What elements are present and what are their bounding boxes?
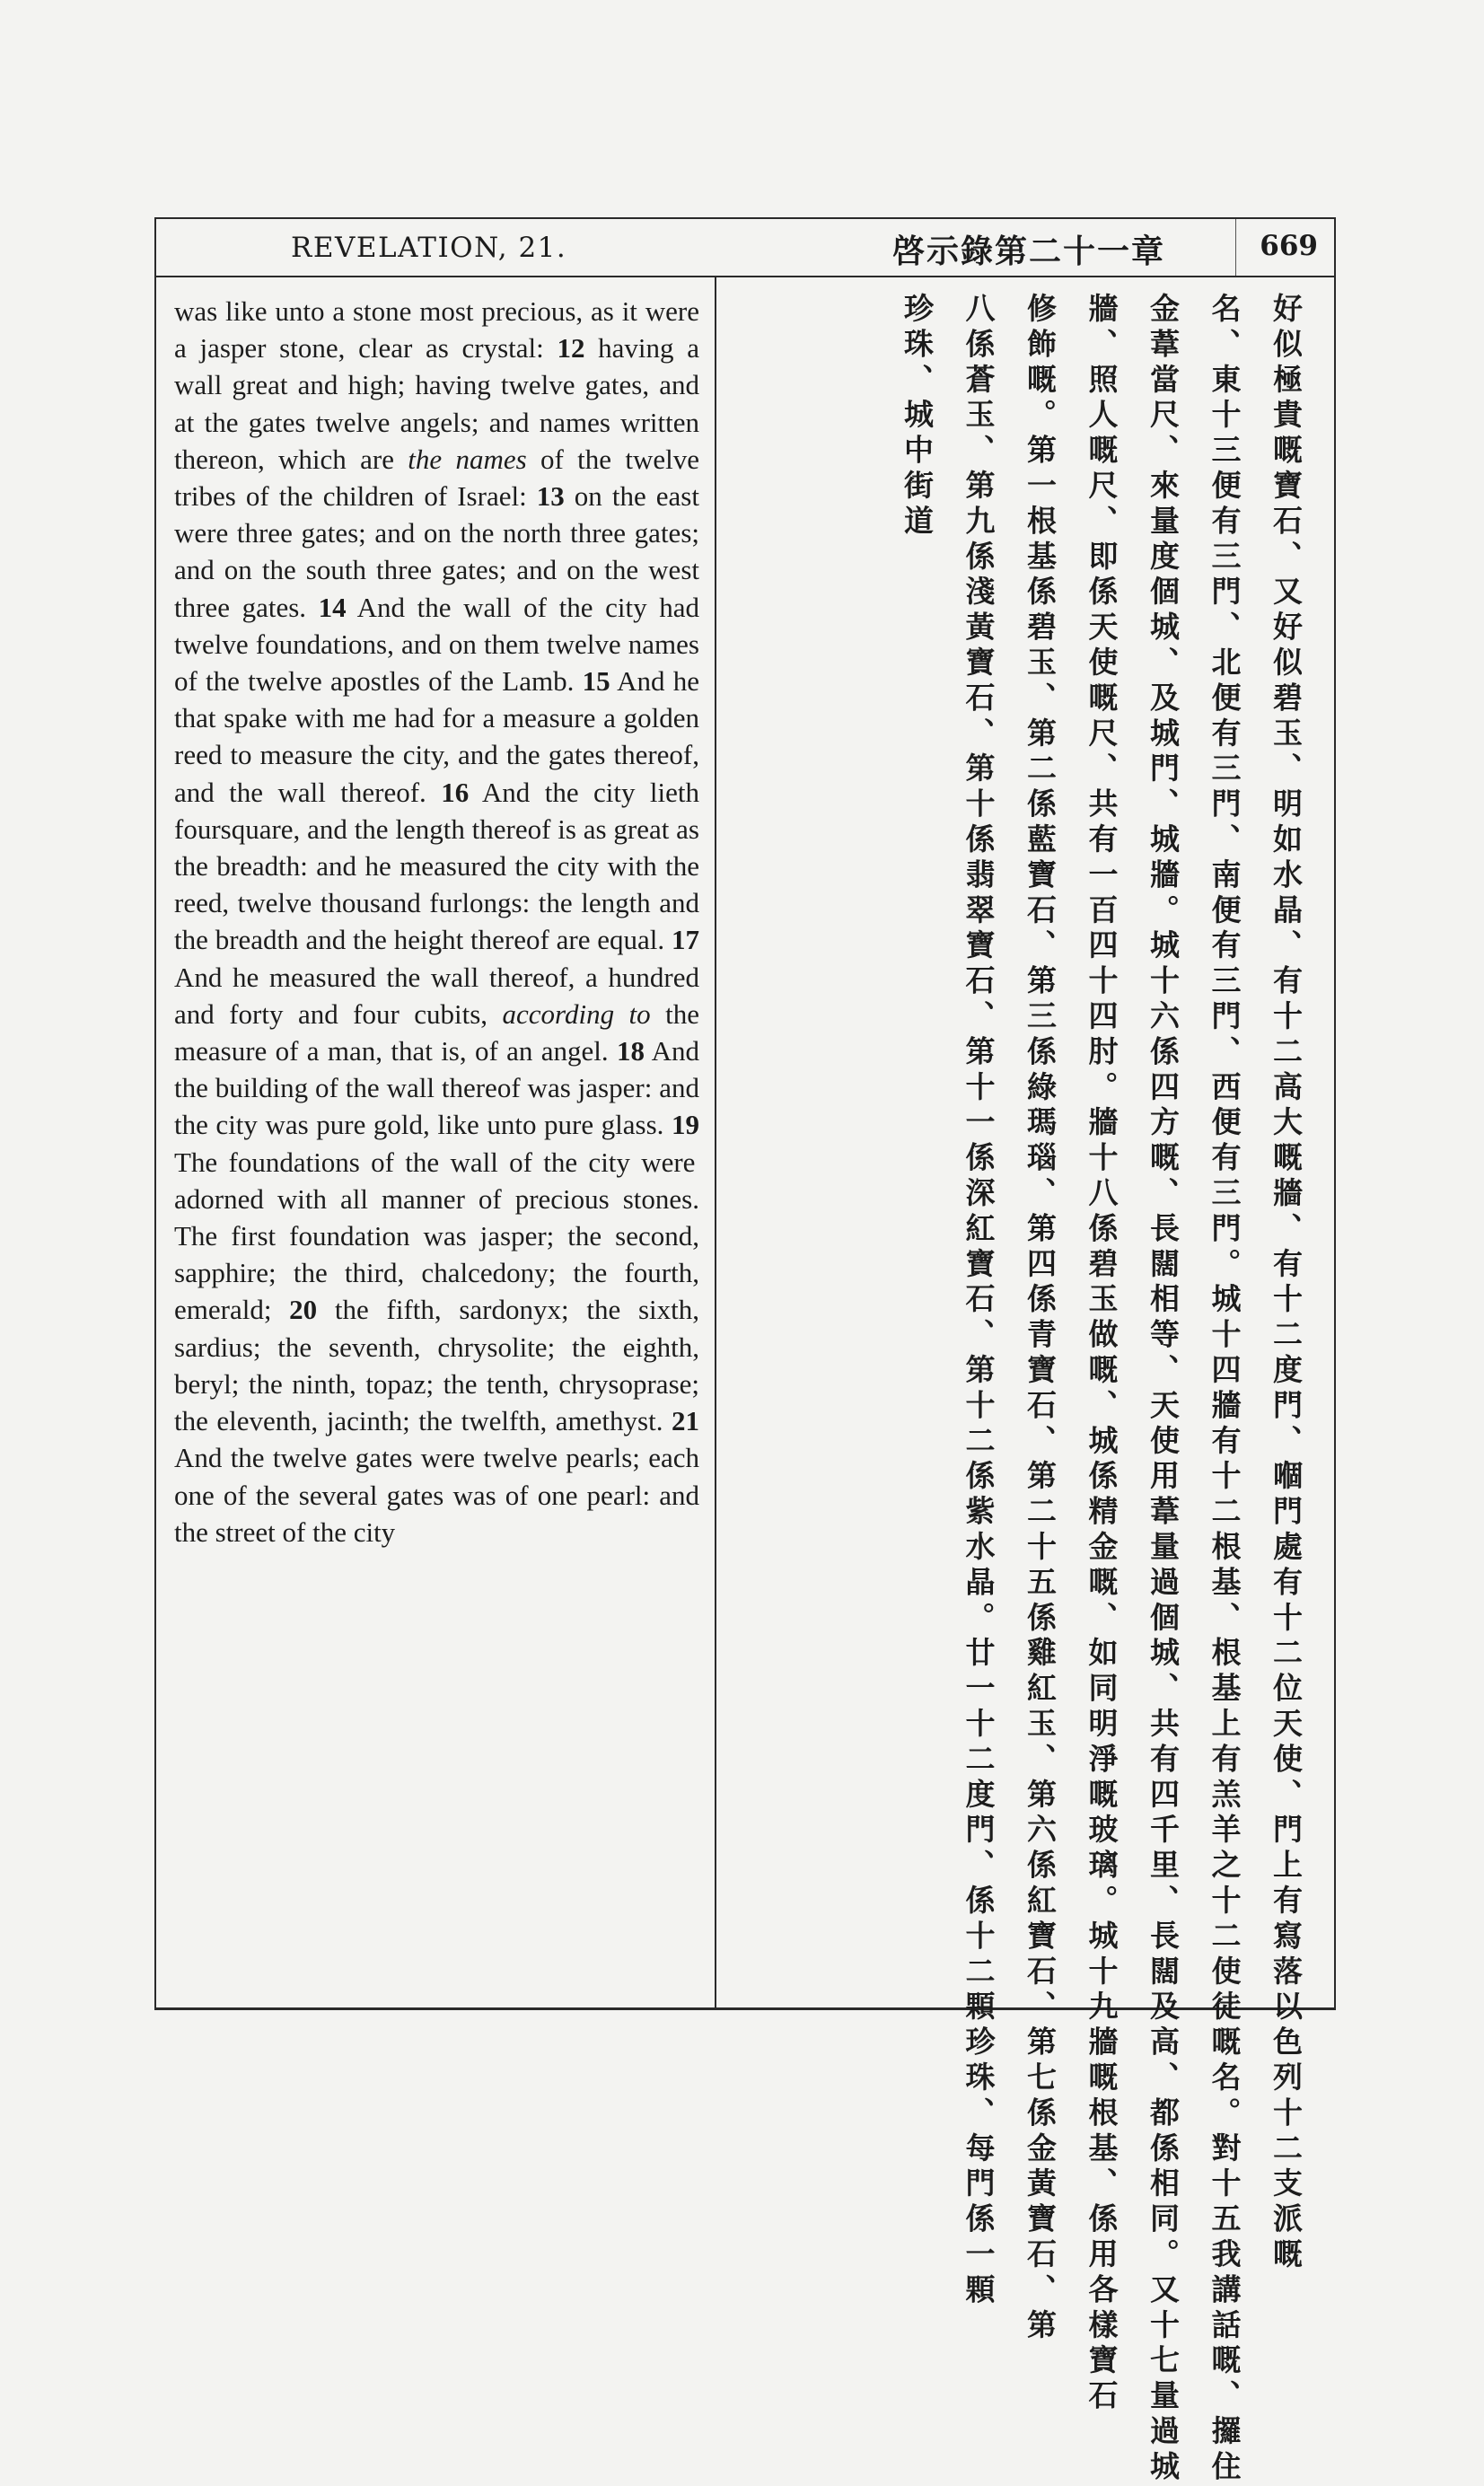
english-text-run: And the wall of the city had twelve foundations, and on them twelve names of the twelve apostles of the Lamb.: [174, 591, 699, 698]
english-text-run: And he measured the wall thereof, a hundred and forty and four cubits,: [174, 961, 699, 1030]
english-text-run: And the twelve gates were twelve pearls; each one of the several gates was of one pearl: and the street of the city: [174, 1442, 699, 1548]
page-frame: [154, 217, 1336, 2486]
verse-number: 21: [672, 1405, 699, 1437]
chinese-column: 八係蒼玉、第九係淺黃寶石、第十係翡翠寶石、第十一係深紅寶石、第十二係紫水晶。廿一十二度門、係十二顆珍珠、每門係一顆: [961, 293, 997, 2309]
verse-number: 14: [318, 591, 347, 623]
chinese-column: 好似極貴嘅寶石、又好似碧玉、明如水晶、有十二高大嘅牆、有十二度門、嗰門處有十二位天使、門上有寫落以色列十二支派嘅: [1269, 293, 1304, 2274]
verse-number: 12: [557, 332, 585, 365]
verse-number: 13: [536, 480, 565, 513]
english-running-title: REVELATION, 21.: [291, 232, 567, 264]
chinese-column: 金葦當尺、來量度個城、及城門、城牆。城十六係四方嘅、長闊相等、天使用葦量過個城、共有四千里、長闊及高、都係相同。又十七量過城: [1146, 293, 1181, 2486]
english-text-run: the measure of a man, that is, of an angel.: [174, 997, 699, 1067]
verse-number: 18: [616, 1035, 645, 1067]
english-paragraph: [174, 293, 699, 1550]
chinese-column: 牆、照人嘅尺、即係天使嘅尺、共有一百四十四肘。牆十八係碧玉做嘅、城係精金嘅、如同明淨嘅玻璃。城十九牆嘅根基、係用各樣寶石: [1084, 293, 1120, 2415]
english-text-run: the fifth, sardonyx; the sixth, sardius; the seventh, chrysolite; the eighth, beryl; the ninth, topaz; the tenth, chrysoprase; the eleventh, jacinth; the twelfth, amethyst.: [174, 1294, 699, 1437]
chinese-column: 名、東十三便有三門、北便有三門、南便有三門、西便有三門。城十四牆有十二根基、根基上有羔羊之十二使徒嘅名。對十五我講話嘅、攞住: [1207, 293, 1243, 2486]
english-text-run: And the city lieth foursquare, and the length thereof is as great as the breadth: and he measured the city with the reed, twelve thousand furlongs: the length and the breadth and the height thereof are equal.: [174, 776, 699, 956]
chinese-running-title: 啓示錄第二十一章: [892, 233, 1166, 270]
italic-phrase: according to: [502, 997, 651, 1030]
verse-number: 15: [582, 665, 610, 698]
english-text-run: on the east were three gates; and on the north three gates; and on the south three gates; and on the west three gates.: [174, 480, 699, 623]
english-text-run: The foundations of the wall of the city were adorned with all manner of precious stones. The first foundation was jasper; the second, sapphire; the third, chalcedony; the fourth, emerald;: [174, 1146, 699, 1326]
english-text-column: [174, 293, 699, 1550]
verse-number: 19: [672, 1109, 699, 1141]
column-divider: [715, 276, 716, 2007]
header-divider: [1235, 219, 1236, 276]
english-text-run: having a wall great and high; having twelve gates, and at the gates twelve angels; and names written thereon, which are: [174, 332, 699, 475]
verse-number: 17: [672, 924, 699, 956]
english-text-run: And he that spake with me had for a measure a golden reed to measure the city, and the gates thereof, and the wall thereof.: [174, 665, 699, 808]
verse-number: 16: [441, 776, 470, 808]
italic-phrase: the names: [408, 443, 527, 475]
chinese-column: 珍珠、城中街道: [900, 293, 935, 540]
page-number: 669: [1260, 230, 1318, 262]
english-text-run: of the twelve tribes of the children of Israel:: [174, 443, 699, 513]
chinese-column: 修飾嘅。第一根基係碧玉、第二係藍寶石、第三係綠瑪瑙、第四係青寶石、第二十五係雞紅玉、第六係紅寶石、第七係金黃寶石、第: [1023, 293, 1058, 2345]
running-header: [156, 219, 1334, 277]
english-text-run: was like unto a stone most precious, as it were a jasper stone, clear as crystal:: [174, 295, 699, 365]
english-text-run: And the building of the wall thereof was jasper: and the city was pure gold, like unto pure glass.: [174, 1035, 699, 1141]
verse-number: 20: [289, 1294, 318, 1326]
chinese-text-column: [727, 293, 1327, 2486]
